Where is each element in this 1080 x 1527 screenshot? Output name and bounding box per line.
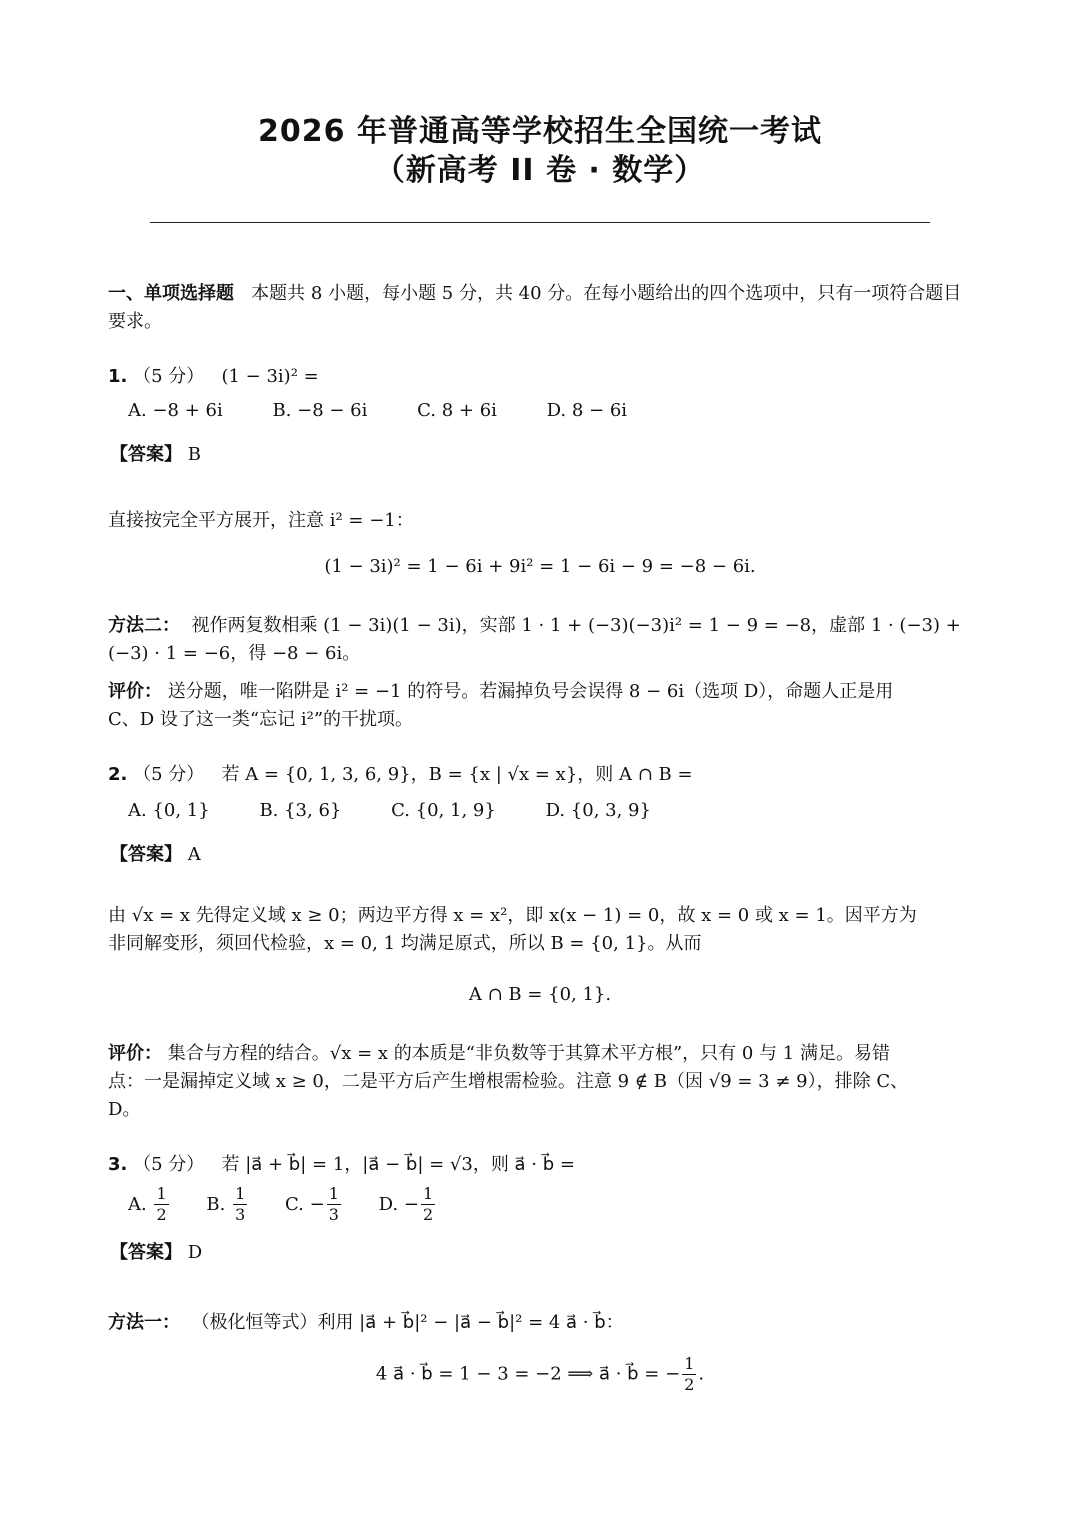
q2-review-line2: 点：一是漏掉定义域 x ≥ 0，二是平方后产生增根需检验。注意 9 ∉ B（因 √9 = 3 ≠ 9），排除 C、 xyxy=(108,1071,909,1092)
q2-option-a: A. {0, 1} xyxy=(128,800,210,821)
q3-option-a-num: 1 xyxy=(156,1184,167,1203)
q1-review-line1: 送分题，唯一陷阱是 i² = −1 的符号。若漏掉负号会误得 8 − 6i（选项 D），命题人正是用 xyxy=(167,681,894,702)
question-2-stem xyxy=(108,760,693,786)
q3-option-d-sign: − xyxy=(403,1193,419,1215)
q2-options xyxy=(128,800,695,821)
q3-score: （5 分） xyxy=(133,1154,205,1175)
question-3-stem xyxy=(108,1150,575,1176)
q3-option-b-den: 3 xyxy=(235,1205,246,1224)
q3-number: 3. xyxy=(108,1154,128,1175)
title-line-2: （新高考 II 卷 · 数学） xyxy=(374,153,706,188)
q3-eq-left: 4 a⃗ · b⃗ = 1 − 3 = −2 ⟹ a⃗ · b⃗ = − xyxy=(375,1363,681,1385)
q3-solution-equation xyxy=(0,1356,1080,1393)
q3-option-a-label: A. xyxy=(128,1193,147,1215)
q3-option-b-num: 1 xyxy=(235,1184,246,1203)
q3-option-c-den: 3 xyxy=(328,1205,339,1224)
q1-review xyxy=(108,678,974,734)
q3-option-c-label: C. xyxy=(285,1193,304,1215)
q1-method2-line2: (−3) · 1 = −6，得 −8 − 6i。 xyxy=(108,643,361,664)
q3-option-d-label: D. xyxy=(378,1193,399,1215)
q3-method-1 xyxy=(108,1308,624,1334)
section-desc-line2: 要求。 xyxy=(108,311,162,332)
q3-options xyxy=(128,1186,437,1223)
q2-option-b: B. {3, 6} xyxy=(259,800,342,821)
q3-eq-num: 1 xyxy=(684,1354,695,1373)
q1-option-d: D. 8 − 6i xyxy=(546,400,628,421)
q2-solution-line2: 非同解变形，须回代检验，x = 0, 1 均满足原式，所以 B = {0, 1}。从而 xyxy=(108,933,702,954)
q3-option-c-fraction xyxy=(327,1186,341,1223)
q3-method1-label: 方法一： xyxy=(108,1312,180,1333)
section-header xyxy=(108,280,974,336)
q1-solution-equation: (1 − 3i)² = 1 − 6i + 9i² = 1 − 6i − 9 = −8 − 6i. xyxy=(324,556,756,577)
q3-option-d-fraction xyxy=(421,1186,435,1223)
q3-option-c-sign: − xyxy=(309,1193,325,1215)
q3-option-a-fraction xyxy=(154,1186,168,1223)
q3-option-c-num: 1 xyxy=(328,1184,339,1203)
q1-option-a: A. −8 + 6i xyxy=(128,400,223,421)
q1-stem-expr: (1 − 3i)² = xyxy=(221,366,319,387)
q2-review-line1: 集合与方程的结合。√x = x 的本质是“非负数等于其算术平方根”，只有 0 与 1 满足。易错 xyxy=(167,1043,890,1064)
q2-review-line3: D。 xyxy=(108,1099,141,1120)
q2-score: （5 分） xyxy=(133,764,205,785)
q1-review-label: 评价： xyxy=(108,681,162,702)
q1-solution-intro: 直接按完全平方展开，注意 i² = −1： xyxy=(108,510,414,531)
q3-option-a xyxy=(128,1184,176,1224)
section-label: 一、单项选择题 xyxy=(108,283,234,304)
q3-option-d-den: 2 xyxy=(422,1205,434,1224)
q1-number: 1. xyxy=(108,366,128,387)
q1-method2-label: 方法二： xyxy=(108,615,180,636)
q1-answer-label: 【答案】 xyxy=(110,444,182,465)
title-line-1: 2026 年普通高等学校招生全国统一考试 xyxy=(258,114,822,149)
q3-option-c xyxy=(285,1184,349,1224)
q3-method1-text: （极化恒等式）利用 |a⃗ + b⃗|² − |a⃗ − b⃗|² = 4 a⃗ · b⃗： xyxy=(191,1312,624,1333)
q2-number: 2. xyxy=(108,764,128,785)
q2-option-c: C. {0, 1, 9} xyxy=(391,800,496,821)
q2-solution-line1: 由 √x = x 先得定义域 x ≥ 0；两边平方得 x = x²，即 x(x − 1) = 0，故 x = 0 或 x = 1。因平方为 xyxy=(108,905,917,926)
q2-review xyxy=(108,1040,974,1124)
q2-answer-value: A xyxy=(187,844,201,865)
q3-answer-value: D xyxy=(187,1242,203,1263)
q1-option-b: B. −8 − 6i xyxy=(272,400,368,421)
q3-option-b xyxy=(206,1184,255,1224)
q2-solution-equation: A ∩ B = {0, 1}. xyxy=(468,984,612,1005)
q1-method-2 xyxy=(108,612,974,668)
q2-option-d: D. {0, 3, 9} xyxy=(545,800,651,821)
q2-review-label: 评价： xyxy=(108,1043,162,1064)
q2-answer xyxy=(110,840,201,866)
q3-option-b-label: B. xyxy=(206,1193,226,1215)
title-divider xyxy=(150,222,930,223)
q3-option-d xyxy=(378,1184,438,1224)
q3-option-a-den: 2 xyxy=(156,1205,167,1224)
q1-score: （5 分） xyxy=(133,366,205,387)
q2-solution xyxy=(108,902,974,958)
q3-eq-den: 2 xyxy=(684,1375,695,1394)
q1-option-c: C. 8 + 6i xyxy=(417,400,497,421)
q3-option-d-num: 1 xyxy=(422,1184,434,1203)
q1-options xyxy=(128,400,671,421)
q3-eq-fraction xyxy=(682,1356,696,1393)
q1-answer-value: B xyxy=(187,444,201,465)
q1-review-line2: C、D 设了这一类“忘记 i²”的干扰项。 xyxy=(108,709,414,730)
section-desc-line1: 本题共 8 小题，每小题 5 分，共 40 分。在每小题给出的四个选项中，只有一项符合题目 xyxy=(251,283,962,304)
q3-eq-end: . xyxy=(698,1363,705,1385)
q3-answer xyxy=(110,1238,202,1264)
q3-answer-label: 【答案】 xyxy=(110,1242,182,1263)
question-1-stem xyxy=(108,362,319,388)
q3-stem-expr: 若 |a⃗ + b⃗| = 1，|a⃗ − b⃗| = √3，则 a⃗ · b⃗ = xyxy=(221,1154,575,1175)
q1-method2-line1: 视作两复数相乘 (1 − 3i)(1 − 3i)，实部 1 · 1 + (−3)(−3)i² = 1 − 9 = −8，虚部 1 · (−3) + xyxy=(191,615,961,636)
q3-option-b-fraction xyxy=(233,1186,247,1223)
q2-answer-label: 【答案】 xyxy=(110,844,182,865)
q2-stem-expr: 若 A = {0, 1, 3, 6, 9}，B = {x | √x = x}，则 A ∩ B = xyxy=(221,764,693,785)
q1-answer xyxy=(110,440,201,466)
